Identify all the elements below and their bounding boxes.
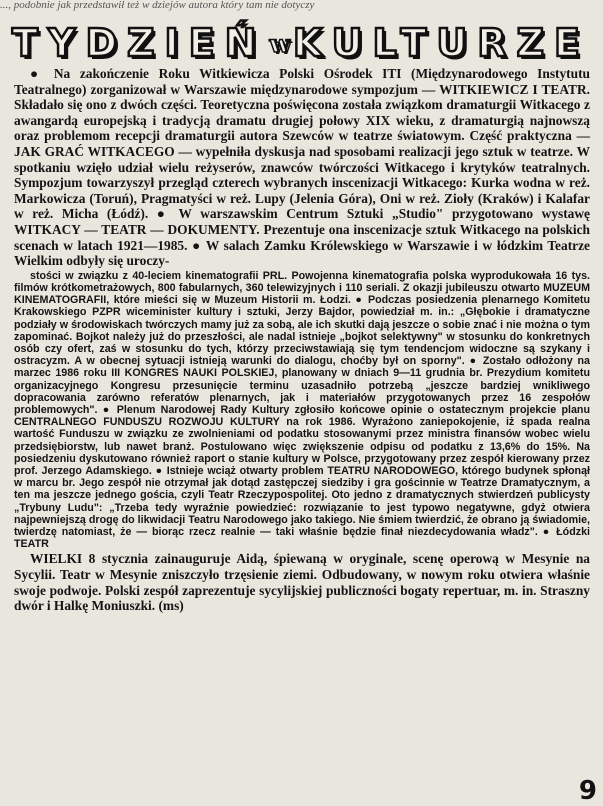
article-body xyxy=(14,66,590,614)
masthead-word-kulturze xyxy=(293,21,590,65)
article-paragraph-3: WIELKI 8 stycznia zainauguruje Aidą, śpiewaną w oryginale, scenę operową w Mesynie na Sycylii. Teatr w Mesynie zniszczyło trzęsienie ziemi. Odbudowany, w nowym roku otwiera właśnie swoje podwoje. Polski zespół zaprezentuje sycylijskiej publiczności bogaty repertuar, m. in. Straszny dwór i Halkę Moniuszki. (ms) xyxy=(14,551,590,614)
page-number: 9 xyxy=(578,776,597,806)
masthead-word3: KULTURZE xyxy=(292,21,590,65)
article-paragraph-1: ● Na zakończenie Roku Witkiewicza Polski Ośrodek ITI (Międzynarodowego Instytutu Teatralnego) zorganizował w Warszawie międzynarodowe sympozjum — WITKIEWICZ I TEATR. Składało się ono z dwóch części. Teoretyczna poświęcona została związkom dramaturgii Witkacego z awangardą europejską i tradycją dramatu drugiej połowy XIX wieku, z dramaturgią najnowszą oraz problemom recepcji dramaturgii autora Szewców w teatrze światowym. Część praktyczna — JAK GRAĆ WITKACEGO — wypełniła dyskusja nad sposobami realizacji jego sztuk w teatrze. W spotkaniu wzięło udział wielu reżyserów, znawców twórczości Witkacego i krytyków teatralnych. Sympozjum towarzyszył przegląd czterech wybranych inscenizacji Witkacego: Kurka wodna w reż. Markowicza (Toruń), Pragmatyści w reż. Lupy (Jelenia Góra), Oni w reż. Zioły (Kraków) i Kalafar w reż. Micha (Łódź). ● W warszawskim Centrum Sztuki „Studio" przygotowano wystawę WITKACY — TEATR — DOKUMENTY. Prezentuje ona inscenizacje sztuk Witkacego na polskich scenach w latach 1921—1985. ● W salach Zamku Królewskiego w Warszawie i w łódzkim Teatrze Wielkim odbyły się uroczy- xyxy=(14,66,590,269)
article-paragraph-2: stości w związku z 40-leciem kinematografii PRL. Powojenna kinematografia polska wyprodukowała 16 tys. filmów krótkometrażowych, 800 fabularnych, 360 telewizyjnych i 110 seriali. Z okazji jubileuszu otwarto MUZEUM KINEMATOGRAFII, które mieści się w Muzeum Historii m. Łodzi. ● Podczas posiedzenia plenarnego Komitetu Krakowskiego PZPR wiceminister kultury i sztuki, Jerzy Bajdor, powiedział m. in.: „Głębokie i dramatyczne podziały w środowiskach twórczych mamy już za sobą, ale ich skutki dają jeszcze o sobie znać i nie można o tym zapominać. Bojkot należy już do przeszłości, ale nadal istnieje „bojkot selektywny" w stosunku do konkretnych osób czy ofert, zaś w stosunku do tych, którzy przeciwstawiają się tym tendencjom widoczne są szykany i ostracyzm. A w obecnej sytuacji istnieją warunki do dialogu, choćby był on sporny". ● Zostało odłożony na marzec 1986 roku III KONGRES NAUKI POLSKIEJ, planowany w dniach 9—11 grudnia br. Prezydium komitetu organizacyjnego Kongresu przesunięcie terminu uzasadniło potrzebą „jeszcze bardziej wnikliwego dopracowania zarówno referatów plenarnych, jak i materiałów przygotowanych przez 16 zespołów problemowych". ● Plenum Narodowej Rady Kultury zgłosiło końcowe opinie o ostatecznym projekcie planu CENTRALNEGO FUNDUSZU ROZWOJU KULTURY na rok 1986. Wyrażono zaniepokojenie, iż spada realna wartość Funduszu w związku ze zwolnieniami od podatku stosowanymi przez ministra finansów wobec wielu przedsiębiorstw, lub nawet branż. Postulowano więc zwiększenie odpisu od podatku z 13,6% do 15%. Na posiedzeniu dyskutowano również raport o stanie kultury w Polsce, przygotowany przez zespół kierowany przez prof. Jerzego Adamskiego. ● Istnieje wciąż otwarty problem TEATRU NARODOWEGO, którego budynek spłonął w marcu br. Jego zespół nie otrzymał jak dotąd zastępczej siedziby i gra gościnnie w Teatrze Dramatycznym, a ten ma jeszcze jednego gościa, czyli Teatr Rzeczypospolitej. Oto jedno z dramatycznych stwierdzeń publicysty „Trybuny Ludu": „Trzeba tedy wyraźnie powiedzieć: rozwiązanie to jest typowo negatywne, gdyż otwiera najpewniejszą drogę do likwidacji Teatru Narodowego jako takiego. Nie śmiem twierdzić, że obrano ją świadomie, twierdzę natomiast, że — biorąc rzecz realnie — taki właśnie będzie finał niezdecydowania władz". ● Łódzki TEATR xyxy=(14,269,590,551)
section-masthead xyxy=(12,16,590,70)
masthead-word-w xyxy=(269,29,290,58)
masthead-word1: TYDZIEŃ xyxy=(12,21,267,65)
masthead-word-tydzien xyxy=(12,21,266,65)
previous-article-fragment: ..., podobnie jak przedstawił też w dziejów autora który tam nie dotyczy xyxy=(0,0,315,11)
masthead-word2: w xyxy=(269,28,290,58)
